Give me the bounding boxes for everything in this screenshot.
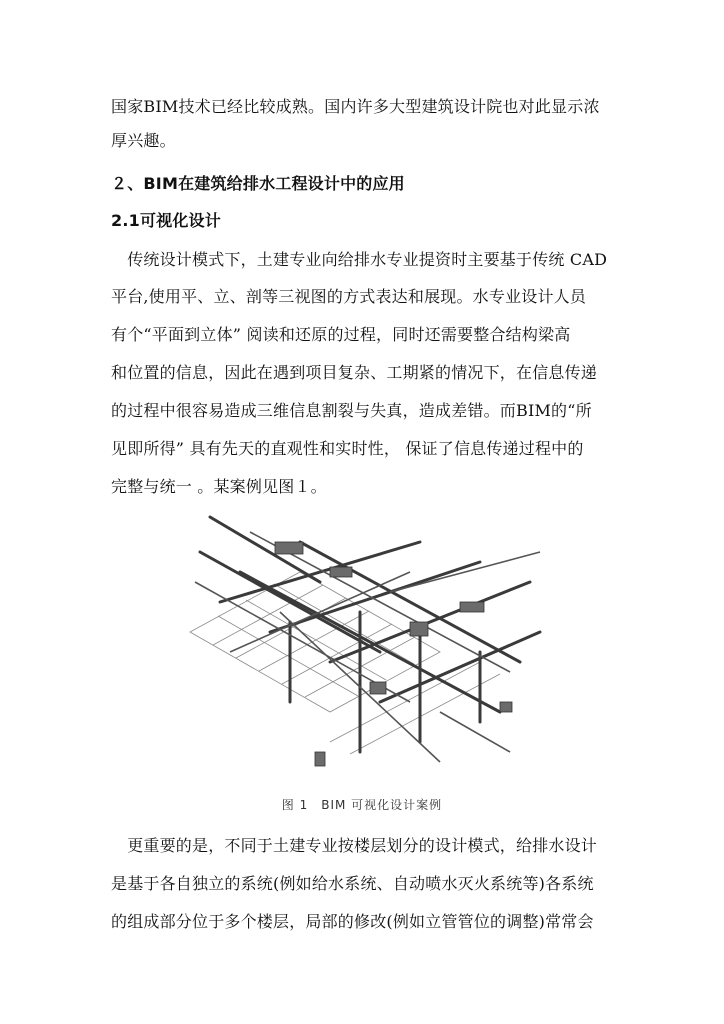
paragraph-line: 平台,使用平、立、剖等三视图的方式表达和展现。水专业设计人员 xyxy=(111,287,587,306)
figure-caption: 图 1 BIM 可视化设计案例 xyxy=(281,798,443,812)
paragraph-line: 见即所得” 具有先天的直观性和实时性， 保证了信息传递过程中的 xyxy=(111,439,584,458)
paragraph-line: 和位置的信息，因此在遇到项目复杂、工期紧的情况下，在信息传递 xyxy=(111,363,598,382)
paragraph-line: 国家BIM技术已经比较成熟。国内许多大型建筑设计院也对此显示浓 xyxy=(111,97,600,116)
paragraph-line: 有个“平面到立体” 阅读和还原的过程，同时还需要整合结构梁高 xyxy=(111,325,571,344)
subsection-heading: 2.1可视化设计 xyxy=(111,211,221,230)
paragraph-line: 厚兴趣。 xyxy=(111,131,176,150)
bim-pipe-model-figure xyxy=(180,512,552,782)
paragraph-line: 的过程中很容易造成三维信息割裂与失真，造成差错。而BIM的“所 xyxy=(111,401,592,420)
section-heading: ２、BIM在建筑给排水工程设计中的应用 xyxy=(111,174,405,193)
paragraph-line: 更重要的是，不同于土建专业按楼层划分的设计模式，给排水设计 xyxy=(111,836,598,855)
paragraph-line: 完整与统一 。某案例见图１。 xyxy=(111,477,327,496)
paragraph-line: 传统设计模式下，土建专业向给排水专业提资时主要基于传统 CAD xyxy=(111,250,608,269)
paragraph-line: 的组成部分位于多个楼层，局部的修改(例如立管管位的调整)常常会 xyxy=(111,912,594,931)
paragraph-line: 是基于各自独立的系统(例如给水系统、自动喷水灭火系统等)各系统 xyxy=(111,874,594,893)
